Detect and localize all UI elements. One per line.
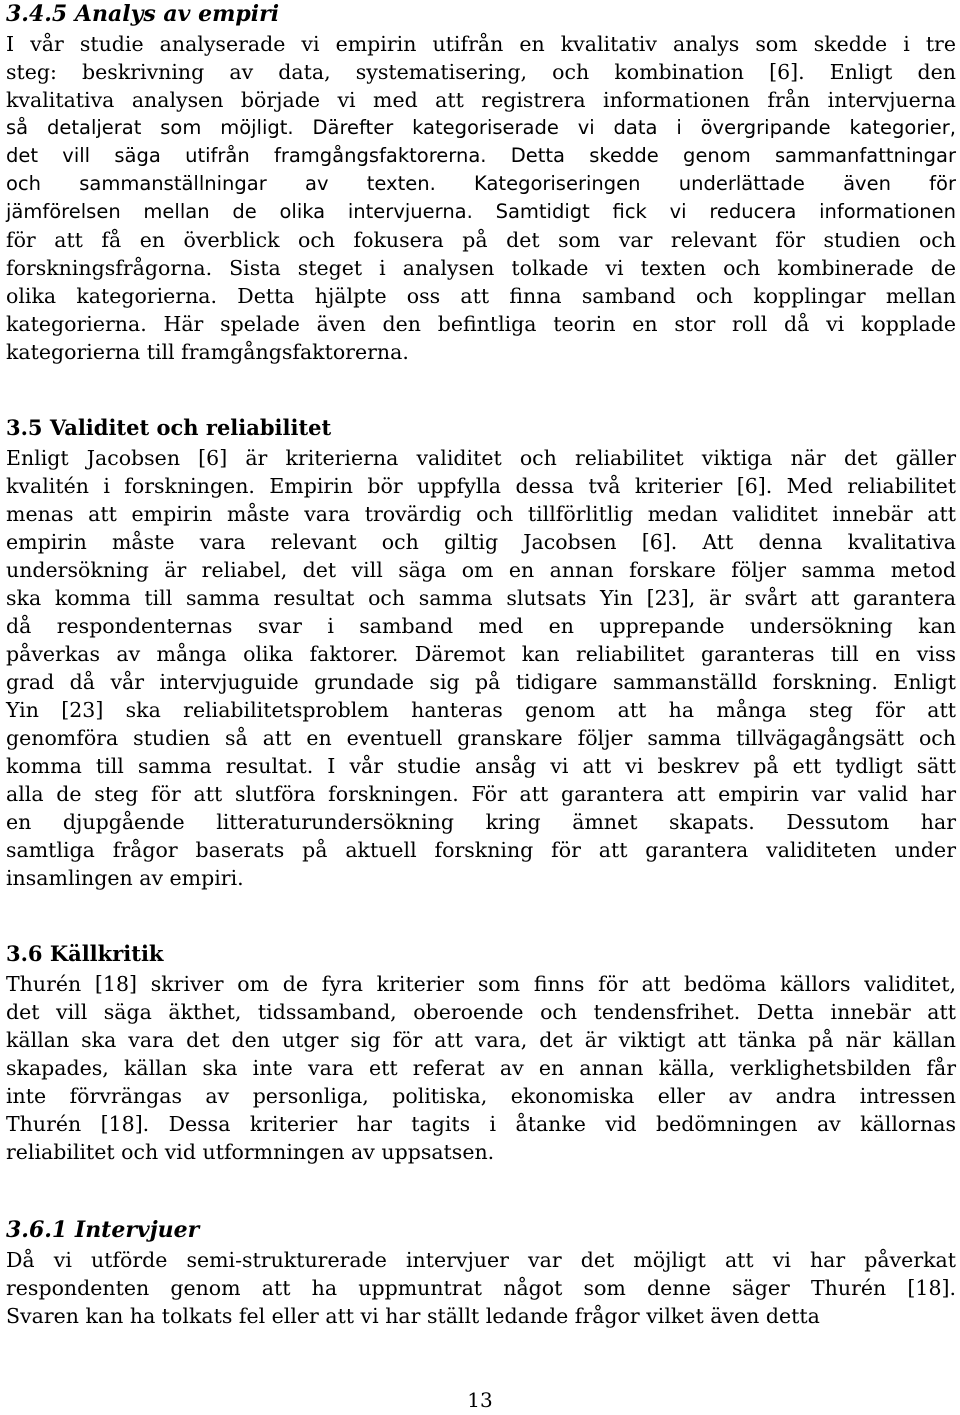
text-line: skapades, källan ska inte vara ett referat av en annan källa, verklighetsbilden får (6, 1056, 956, 1080)
text-line: olika kategorierna. Detta hjälpte oss att finna samband och kopplingar mellan (6, 284, 956, 308)
section-3-4-5-paragraph (6, 30, 956, 366)
text-line: påverkas av många olika faktorer. Däremot kan reliabilitet garanteras till en viss (6, 642, 956, 666)
page-number: 13 (467, 1388, 493, 1412)
text-line: Thurén [18] skriver om de fyra kriterier som finns för att bedöma källors validitet, (6, 972, 956, 996)
text-line: undersökning är reliabel, det vill säga om en annan forskare följer samma metod (6, 558, 956, 582)
text-line: och sammanställningar av texten. Kategoriseringen underlättade även för (6, 172, 956, 195)
text-line: en djupgående litteraturundersökning kring ämnet skapats. Dessutom har (6, 810, 956, 834)
text-line: kvalitativa analysen började vi med att registrera informationen från intervjuerna (6, 88, 956, 112)
text-line: Yin [23] ska reliabilitetsproblem hanteras genom att ha många steg för att (6, 698, 956, 722)
text-line: samtliga frågor baserats på aktuell forskning för att garantera validiteten under (6, 838, 956, 862)
text-line: det vill säga äkthet, tidssamband, oberoende och tendensfrihet. Detta innebär att (6, 1000, 956, 1024)
text-line: kategorierna till framgångsfaktorerna. (6, 340, 409, 364)
text-line: forskningsfrågorna. Sista steget i analysen tolkade vi texten och kombinerade de (6, 256, 956, 280)
text-line: källan ska vara det den utger sig för att vara, det är viktigt att tänka på när källan (6, 1028, 956, 1052)
section-heading-3-5: 3.5 Validitet och reliabilitet (6, 415, 332, 440)
section-heading-3-6: 3.6 Källkritik (6, 941, 164, 966)
section-3-5-paragraph (6, 444, 956, 892)
section-3-6-1-paragraph (6, 1246, 956, 1330)
text-line: empirin måste vara relevant och giltig Jacobsen [6]. Att denna kvalitativa (6, 530, 956, 554)
text-line: Då vi utförde semi-strukturerade intervjuer var det möjligt att vi har påverkat (6, 1248, 956, 1272)
text-line: kategorierna. Här spelade även den befintliga teorin en stor roll då vi kopplade (6, 312, 956, 336)
text-line: då respondenternas svar i samband med en upprepande undersökning kan (6, 614, 956, 638)
section-heading-3-6-1: 3.6.1 Intervjuer (6, 1217, 200, 1243)
text-line: reliabilitet och vid utformningen av uppsatsen. (6, 1140, 495, 1164)
text-line: Enligt Jacobsen [6] är kriterierna validitet och reliabilitet viktiga när det gäller (6, 446, 956, 470)
text-line: I vår studie analyserade vi empirin utifrån en kvalitativ analys som skedde i tre (6, 32, 956, 56)
text-line: Svaren kan ha tolkats fel eller att vi har ställt ledande frågor vilket även detta (6, 1304, 820, 1328)
text-line: grad då vår intervjuguide grundade sig på tidigare sammanställd forskning. Enligt (6, 670, 956, 694)
text-line: inte förvrängas av personliga, politiska, ekonomiska eller av andra intressen (6, 1084, 956, 1108)
text-line: steg: beskrivning av data, systematisering, och kombination [6]. Enligt den (6, 60, 956, 84)
text-line: så detaljerat som möjligt. Därefter kategoriserade vi data i övergripande kategorier, (6, 116, 956, 139)
text-line: Thurén [18]. Dessa kriterier har tagits i åtanke vid bedömningen av källornas (6, 1112, 956, 1136)
section-3-6-paragraph (6, 970, 956, 1166)
text-line: det vill säga utifrån framgångsfaktorerna. Detta skedde genom sammanfattningar (6, 144, 956, 167)
section-heading-3-4-5: 3.4.5 Analys av empiri (6, 1, 280, 27)
text-line: genomföra studien så att en eventuell granskare följer samma tillvägagångsätt och (6, 726, 956, 750)
text-line: alla de steg för att slutföra forskningen. För att garantera att empirin var valid har (6, 782, 956, 806)
text-line: ska komma till samma resultat och samma slutsats Yin [23], är svårt att garantera (6, 586, 956, 610)
text-line: jämförelsen mellan de olika intervjuerna. Samtidigt fick vi reducera informationen (6, 200, 956, 223)
text-line: respondenten genom att ha uppmuntrat något som denne säger Thurén [18]. (6, 1276, 956, 1300)
text-line: komma till samma resultat. I vår studie ansåg vi att vi beskrev på ett tydligt sätt (6, 754, 956, 778)
text-line: insamlingen av empiri. (6, 866, 244, 890)
text-line: för att få en överblick och fokusera på det som var relevant för studien och (6, 228, 956, 252)
text-line: kvalitén i forskningen. Empirin bör uppfylla dessa två kriterier [6]. Med reliabilitet (6, 474, 956, 498)
text-line: menas att empirin måste vara trovärdig och tillförlitlig medan validitet innebär att (6, 502, 956, 526)
